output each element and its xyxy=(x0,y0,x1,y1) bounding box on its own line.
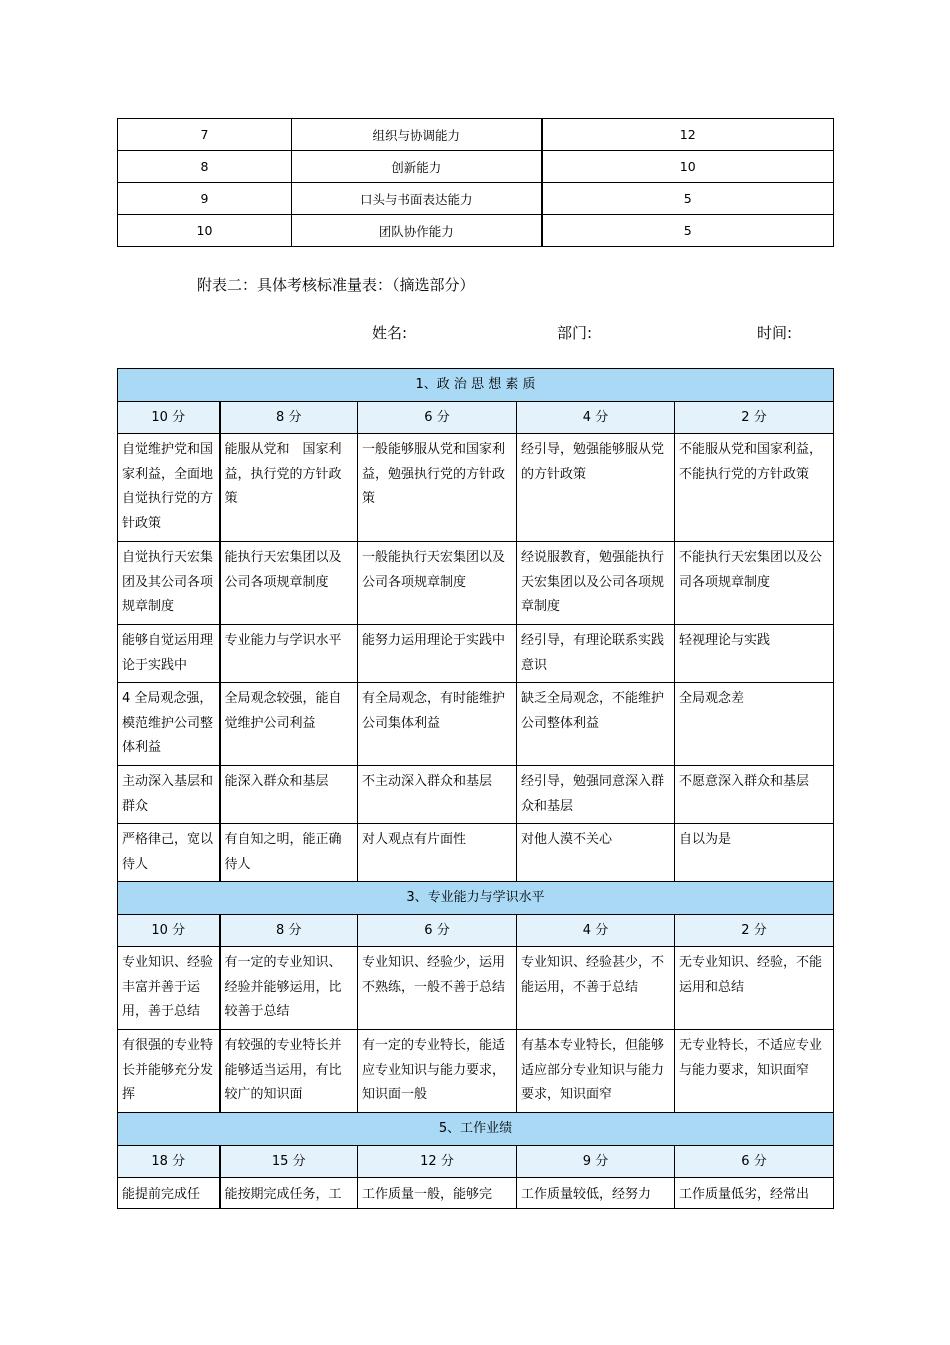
criteria-cell: 自觉执行天宏集团及其公司各项规章制度 xyxy=(118,542,220,625)
row-number: 7 xyxy=(118,119,292,151)
criteria-cell: 工作质量低劣，经常出 xyxy=(675,1178,834,1209)
ability-weight-table xyxy=(117,118,834,247)
criteria-cell: 不主动深入群众和基层 xyxy=(358,766,517,824)
ability-item: 团队协作能力 xyxy=(292,215,542,247)
department-label: 部门: xyxy=(557,324,593,342)
ability-score: 5 xyxy=(542,215,834,247)
criteria-cell: 能够自觉运用理论于实践中 xyxy=(118,625,220,683)
criteria-cell: 经引导，勉强同意深入群众和基层 xyxy=(517,766,675,824)
time-label: 时间: xyxy=(757,324,793,342)
criteria-row xyxy=(118,947,834,1030)
table-caption: 附表二：具体考核标准量表：（摘选部分） xyxy=(197,276,475,294)
criteria-cell: 能努力运用理论于实践中 xyxy=(358,625,517,683)
section-title: 1、政 治 思 想 素 质 xyxy=(118,369,834,402)
table-row xyxy=(118,119,834,151)
criteria-cell: 经引导，有理论联系实践意识 xyxy=(517,625,675,683)
criteria-row xyxy=(118,1178,834,1209)
criteria-row xyxy=(118,824,834,882)
criteria-cell: 能服从党和 国家利益，执行党的方针政策 xyxy=(220,434,358,542)
criteria-cell: 能深入群众和基层 xyxy=(220,766,358,824)
score-level: 10 分 xyxy=(118,402,220,434)
criteria-row xyxy=(118,625,834,683)
score-level: 2 分 xyxy=(675,915,834,947)
score-level: 9 分 xyxy=(517,1146,675,1178)
score-header-row xyxy=(118,915,834,947)
criteria-cell: 全局观念差 xyxy=(675,683,834,766)
criteria-cell: 不能服从党和国家利益，不能执行党的方针政策 xyxy=(675,434,834,542)
criteria-cell: 不能执行天宏集团以及公司各项规章制度 xyxy=(675,542,834,625)
criteria-cell: 有全局观念，有时能维护公司集体利益 xyxy=(358,683,517,766)
criteria-cell: 不愿意深入群众和基层 xyxy=(675,766,834,824)
assessment-standard-table xyxy=(117,368,834,1209)
criteria-cell: 专业能力与学识水平 xyxy=(220,625,358,683)
row-number: 9 xyxy=(118,183,292,215)
section-header-row xyxy=(118,882,834,915)
name-label: 姓名: xyxy=(372,324,408,342)
criteria-row xyxy=(118,683,834,766)
score-level: 8 分 xyxy=(220,402,358,434)
score-level: 6 分 xyxy=(358,402,517,434)
criteria-cell: 有一定的专业特长，能适应专业知识与能力要求，知识面一般 xyxy=(358,1030,517,1113)
ability-score: 12 xyxy=(542,119,834,151)
criteria-cell: 能执行天宏集团以及公司各项规章制度 xyxy=(220,542,358,625)
criteria-cell: 一般能够服从党和国家利益，勉强执行党的方针政策 xyxy=(358,434,517,542)
criteria-cell: 有基本专业特长，但能够适应部分专业知识与能力要求，知识面窄 xyxy=(517,1030,675,1113)
section-title: 5、工作业绩 xyxy=(118,1113,834,1146)
ability-item: 创新能力 xyxy=(292,151,542,183)
ability-score: 10 xyxy=(542,151,834,183)
criteria-cell: 主动深入基层和群众 xyxy=(118,766,220,824)
score-level: 6 分 xyxy=(675,1146,834,1178)
score-header-row xyxy=(118,402,834,434)
criteria-cell: 有很强的专业特长并能够充分发挥 xyxy=(118,1030,220,1113)
score-level: 6 分 xyxy=(358,915,517,947)
criteria-cell: 有较强的专业特长并能够适当运用，有比较广的知识面 xyxy=(220,1030,358,1113)
score-level: 2 分 xyxy=(675,402,834,434)
criteria-cell: 专业知识、经验少，运用不熟练，一般不善于总结 xyxy=(358,947,517,1030)
ability-item: 组织与协调能力 xyxy=(292,119,542,151)
criteria-cell: 对他人漠不关心 xyxy=(517,824,675,882)
criteria-cell: 对人观点有片面性 xyxy=(358,824,517,882)
criteria-cell: 全局观念较强，能自觉维护公司利益 xyxy=(220,683,358,766)
criteria-cell: 有一定的专业知识、经验并能够运用，比较善于总结 xyxy=(220,947,358,1030)
ability-item: 口头与书面表达能力 xyxy=(292,183,542,215)
criteria-cell: 经说服教育，勉强能执行天宏集团以及公司各项规章制度 xyxy=(517,542,675,625)
criteria-cell: 专业知识、经验丰富并善于运用，善于总结 xyxy=(118,947,220,1030)
score-level: 18 分 xyxy=(118,1146,220,1178)
section-header-row xyxy=(118,369,834,402)
criteria-cell: 有自知之明，能正确待人 xyxy=(220,824,358,882)
criteria-cell: 能按期完成任务，工 xyxy=(220,1178,358,1209)
score-level: 10 分 xyxy=(118,915,220,947)
row-number: 8 xyxy=(118,151,292,183)
criteria-cell: 一般能执行天宏集团以及公司各项规章制度 xyxy=(358,542,517,625)
criteria-cell: 无专业特长，不适应专业与能力要求，知识面窄 xyxy=(675,1030,834,1113)
score-header-row xyxy=(118,1146,834,1178)
score-level: 8 分 xyxy=(220,915,358,947)
criteria-cell: 4 全局观念强，模范维护公司整体利益 xyxy=(118,683,220,766)
table-row xyxy=(118,183,834,215)
criteria-cell: 专业知识、经验甚少，不能运用，不善于总结 xyxy=(517,947,675,1030)
table-row xyxy=(118,215,834,247)
row-number: 10 xyxy=(118,215,292,247)
score-level: 12 分 xyxy=(358,1146,517,1178)
score-level: 4 分 xyxy=(517,915,675,947)
ability-score: 5 xyxy=(542,183,834,215)
score-level: 4 分 xyxy=(517,402,675,434)
criteria-cell: 严格律己，宽以待人 xyxy=(118,824,220,882)
criteria-cell: 经引导，勉强能够服从党的方针政策 xyxy=(517,434,675,542)
criteria-cell: 无专业知识、经验，不能运用和总结 xyxy=(675,947,834,1030)
criteria-cell: 能提前完成任 xyxy=(118,1178,220,1209)
criteria-cell: 缺乏全局观念，不能维护公司整体利益 xyxy=(517,683,675,766)
section-title: 3、专业能力与学识水平 xyxy=(118,882,834,915)
criteria-cell: 工作质量较低，经努力 xyxy=(517,1178,675,1209)
criteria-cell: 自觉维护党和国家利益，全面地自觉执行党的方针政策 xyxy=(118,434,220,542)
criteria-row xyxy=(118,434,834,542)
criteria-row xyxy=(118,542,834,625)
table-row xyxy=(118,151,834,183)
criteria-cell: 自以为是 xyxy=(675,824,834,882)
criteria-row xyxy=(118,1030,834,1113)
criteria-cell: 轻视理论与实践 xyxy=(675,625,834,683)
criteria-cell: 工作质量一般，能够完 xyxy=(358,1178,517,1209)
score-level: 15 分 xyxy=(220,1146,358,1178)
criteria-row xyxy=(118,766,834,824)
section-header-row xyxy=(118,1113,834,1146)
